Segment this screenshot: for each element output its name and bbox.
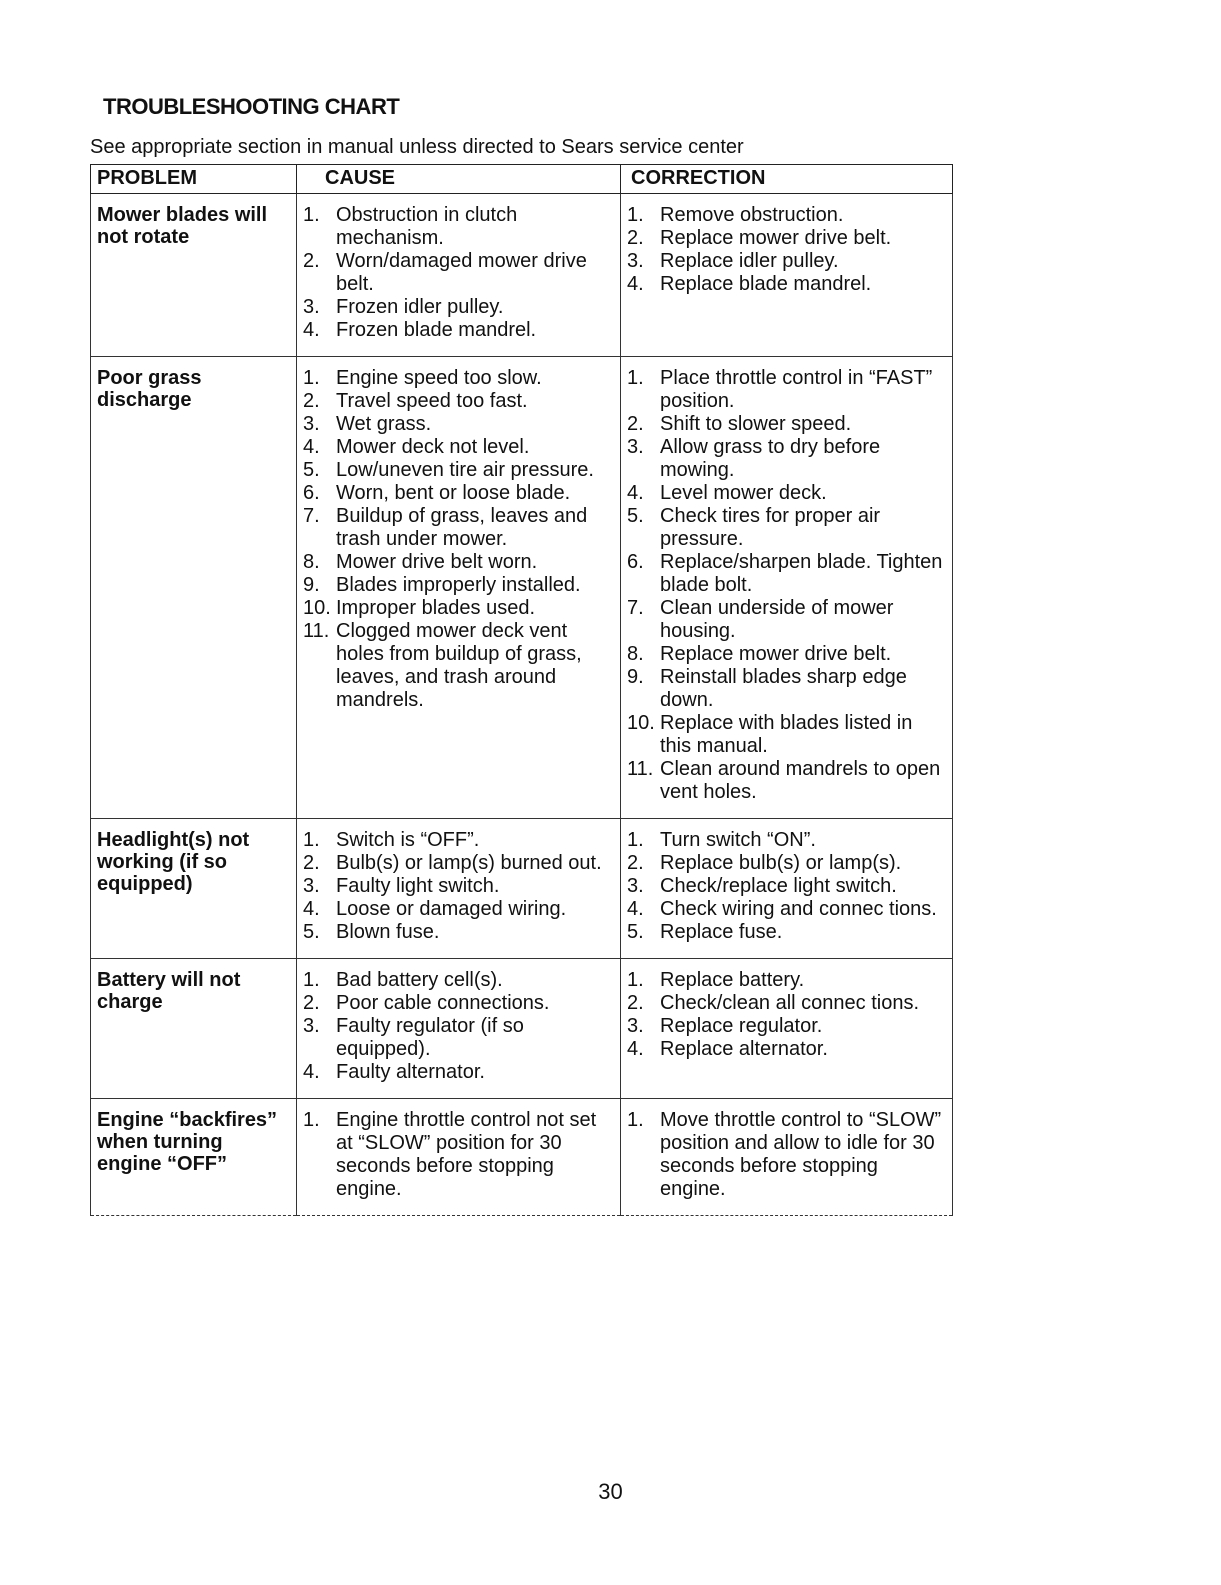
correction-number: 2. xyxy=(627,992,644,1014)
cause-text: Worn, bent or loose blade. xyxy=(336,482,571,504)
correction-list xyxy=(627,367,946,804)
header-cause: CAUSE xyxy=(297,165,621,194)
correction-number: 1. xyxy=(627,1109,644,1131)
correction-text: Replace alternator. xyxy=(660,1038,828,1060)
cause-cell xyxy=(297,357,621,819)
header-correction: CORRECTION xyxy=(621,165,953,194)
cause-number: 1. xyxy=(303,1109,320,1131)
header-problem: PROBLEM xyxy=(91,165,297,194)
list-item xyxy=(627,597,946,643)
troubleshooting-table xyxy=(90,164,953,1216)
correction-number: 1. xyxy=(627,367,644,389)
cause-cell xyxy=(297,959,621,1099)
correction-text: Check tires for proper air pressure. xyxy=(660,505,881,550)
cause-number: 10. xyxy=(303,597,331,619)
list-item xyxy=(627,643,946,666)
table-row xyxy=(91,194,953,357)
problem-cell: Poor grass discharge xyxy=(91,357,297,819)
list-item xyxy=(303,597,614,620)
cause-number: 2. xyxy=(303,250,320,272)
cause-list xyxy=(303,829,614,944)
list-item xyxy=(303,296,614,319)
cause-number: 9. xyxy=(303,574,320,596)
list-item xyxy=(303,390,614,413)
correction-number: 2. xyxy=(627,413,644,435)
cause-number: 2. xyxy=(303,992,320,1014)
table-row xyxy=(91,959,953,1099)
list-item xyxy=(627,436,946,482)
cause-number: 11. xyxy=(303,620,330,642)
cause-number: 1. xyxy=(303,367,320,389)
list-item xyxy=(627,273,946,296)
cause-list xyxy=(303,1109,614,1201)
list-item xyxy=(303,1061,614,1084)
cause-list xyxy=(303,204,614,342)
correction-number: 9. xyxy=(627,666,644,688)
list-item xyxy=(303,1109,614,1201)
list-item xyxy=(627,227,946,250)
list-item xyxy=(627,1109,946,1201)
list-item xyxy=(627,1038,946,1061)
cause-text: Faulty regulator (if so equipped). xyxy=(336,1015,524,1060)
correction-number: 10. xyxy=(627,712,655,734)
cause-text: Loose or damaged wiring. xyxy=(336,898,567,920)
cause-number: 2. xyxy=(303,390,320,412)
cause-text: Engine speed too slow. xyxy=(336,367,542,389)
correction-cell xyxy=(621,819,953,959)
correction-text: Replace/sharpen blade. Tighten blade bolt. xyxy=(660,551,943,596)
problem-cell: Headlight(s) not working (if so equipped) xyxy=(91,819,297,959)
list-item xyxy=(303,898,614,921)
problem-cell: Mower blades will not rotate xyxy=(91,194,297,357)
correction-number: 3. xyxy=(627,875,644,897)
correction-text: Turn switch “ON”. xyxy=(660,829,816,851)
list-item xyxy=(303,367,614,390)
cause-number: 2. xyxy=(303,852,320,874)
list-item xyxy=(303,250,614,296)
correction-text: Reinstall blades sharp edge down. xyxy=(660,666,907,711)
correction-number: 11. xyxy=(627,758,654,780)
list-item xyxy=(627,852,946,875)
list-item xyxy=(627,875,946,898)
list-item xyxy=(303,875,614,898)
cause-list xyxy=(303,969,614,1084)
correction-text: Check wiring and connec tions. xyxy=(660,898,937,920)
correction-number: 4. xyxy=(627,898,644,920)
cause-number: 5. xyxy=(303,921,320,943)
cause-text: Poor cable connections. xyxy=(336,992,550,1014)
cause-text: Bad battery cell(s). xyxy=(336,969,503,991)
list-item xyxy=(627,666,946,712)
correction-text: Replace mower drive belt. xyxy=(660,227,892,249)
cause-text: Frozen blade mandrel. xyxy=(336,319,537,341)
correction-text: Clean underside of mower housing. xyxy=(660,597,894,642)
correction-text: Replace blade mandrel. xyxy=(660,273,872,295)
list-item xyxy=(627,505,946,551)
cause-cell xyxy=(297,819,621,959)
list-item xyxy=(627,712,946,758)
list-item xyxy=(627,898,946,921)
cause-text: Blades improperly installed. xyxy=(336,574,581,596)
correction-number: 8. xyxy=(627,643,644,665)
list-item xyxy=(627,969,946,992)
correction-text: Move throttle control to “SLOW” position and allow to idle for 30 seconds before stopping engine. xyxy=(660,1109,942,1200)
cause-number: 4. xyxy=(303,1061,320,1083)
list-item xyxy=(627,921,946,944)
correction-text: Place throttle control in “FAST” position. xyxy=(660,367,933,412)
list-item xyxy=(627,829,946,852)
correction-text: Clean around mandrels to open vent holes. xyxy=(660,758,941,803)
list-item xyxy=(303,829,614,852)
list-item xyxy=(627,413,946,436)
list-item xyxy=(303,482,614,505)
correction-number: 7. xyxy=(627,597,644,619)
table-header-row xyxy=(91,165,953,194)
list-item xyxy=(627,367,946,413)
correction-text: Replace with blades listed in this manual. xyxy=(660,712,913,757)
cause-number: 3. xyxy=(303,413,320,435)
list-item xyxy=(303,852,614,875)
list-item xyxy=(303,413,614,436)
cause-number: 4. xyxy=(303,319,320,341)
correction-number: 3. xyxy=(627,436,644,458)
correction-number: 5. xyxy=(627,505,644,527)
list-item xyxy=(627,1015,946,1038)
cause-number: 1. xyxy=(303,204,320,226)
list-item xyxy=(303,204,614,250)
correction-number: 2. xyxy=(627,852,644,874)
list-item xyxy=(303,969,614,992)
correction-text: Replace idler pulley. xyxy=(660,250,839,272)
cause-number: 5. xyxy=(303,459,320,481)
cause-text: Clogged mower deck vent holes from buildup of grass, leaves, and trash around mandrels. xyxy=(336,620,582,711)
cause-text: Engine throttle control not set at “SLOW” position for 30 seconds before stopping engine. xyxy=(336,1109,597,1200)
list-item xyxy=(627,204,946,227)
correction-list xyxy=(627,1109,946,1201)
cause-number: 1. xyxy=(303,969,320,991)
list-item xyxy=(303,921,614,944)
correction-cell xyxy=(621,1099,953,1216)
correction-text: Check/replace light switch. xyxy=(660,875,897,897)
cause-text: Worn/damaged mower drive belt. xyxy=(336,250,587,295)
correction-number: 1. xyxy=(627,204,644,226)
correction-text: Replace regulator. xyxy=(660,1015,823,1037)
list-item xyxy=(627,551,946,597)
correction-number: 1. xyxy=(627,829,644,851)
correction-number: 2. xyxy=(627,227,644,249)
correction-cell xyxy=(621,959,953,1099)
cause-text: Mower drive belt worn. xyxy=(336,551,538,573)
cause-number: 8. xyxy=(303,551,320,573)
cause-number: 1. xyxy=(303,829,320,851)
chart-subtitle: See appropriate section in manual unless directed to Sears service center xyxy=(90,136,744,158)
correction-text: Allow grass to dry before mowing. xyxy=(660,436,881,481)
correction-list xyxy=(627,969,946,1061)
problem-cell: Battery will not charge xyxy=(91,959,297,1099)
chart-title: TROUBLESHOOTING CHART xyxy=(103,94,400,119)
correction-number: 3. xyxy=(627,250,644,272)
cause-text: Faulty light switch. xyxy=(336,875,500,897)
cause-number: 4. xyxy=(303,898,320,920)
cause-text: Improper blades used. xyxy=(336,597,536,619)
correction-list xyxy=(627,204,946,296)
list-item xyxy=(303,992,614,1015)
correction-number: 4. xyxy=(627,273,644,295)
list-item xyxy=(303,459,614,482)
correction-text: Shift to slower speed. xyxy=(660,413,852,435)
table-row xyxy=(91,819,953,959)
list-item xyxy=(303,620,614,712)
correction-number: 3. xyxy=(627,1015,644,1037)
cause-cell xyxy=(297,194,621,357)
correction-text: Level mower deck. xyxy=(660,482,827,504)
cause-text: Travel speed too fast. xyxy=(336,390,528,412)
list-item xyxy=(303,551,614,574)
cause-number: 7. xyxy=(303,505,320,527)
correction-text: Replace fuse. xyxy=(660,921,783,943)
table-row xyxy=(91,1099,953,1216)
correction-text: Replace battery. xyxy=(660,969,805,991)
cause-number: 4. xyxy=(303,436,320,458)
cause-cell xyxy=(297,1099,621,1216)
correction-number: 1. xyxy=(627,969,644,991)
list-item xyxy=(303,1015,614,1061)
cause-text: Faulty alternator. xyxy=(336,1061,485,1083)
cause-text: Frozen idler pulley. xyxy=(336,296,504,318)
cause-text: Switch is “OFF”. xyxy=(336,829,480,851)
cause-text: Obstruction in clutch mechanism. xyxy=(336,204,518,249)
correction-number: 5. xyxy=(627,921,644,943)
list-item xyxy=(627,250,946,273)
list-item xyxy=(303,574,614,597)
correction-text: Replace bulb(s) or lamp(s). xyxy=(660,852,902,874)
cause-list xyxy=(303,367,614,712)
cause-number: 3. xyxy=(303,1015,320,1037)
table-body xyxy=(91,194,953,1216)
cause-text: Mower deck not level. xyxy=(336,436,530,458)
cause-number: 6. xyxy=(303,482,320,504)
cause-text: Bulb(s) or lamp(s) burned out. xyxy=(336,852,602,874)
correction-cell xyxy=(621,357,953,819)
correction-text: Replace mower drive belt. xyxy=(660,643,892,665)
list-item xyxy=(303,505,614,551)
correction-number: 4. xyxy=(627,1038,644,1060)
cause-text: Low/uneven tire air pressure. xyxy=(336,459,594,481)
page-number: 30 xyxy=(598,1479,623,1504)
list-item xyxy=(627,758,946,804)
correction-text: Remove obstruction. xyxy=(660,204,844,226)
correction-cell xyxy=(621,194,953,357)
cause-number: 3. xyxy=(303,296,320,318)
cause-text: Buildup of grass, leaves and trash under mower. xyxy=(336,505,588,550)
cause-text: Blown fuse. xyxy=(336,921,440,943)
cause-text: Wet grass. xyxy=(336,413,432,435)
problem-cell: Engine “backfires” when turning engine “OFF” xyxy=(91,1099,297,1216)
correction-number: 4. xyxy=(627,482,644,504)
list-item xyxy=(303,319,614,342)
correction-number: 6. xyxy=(627,551,644,573)
list-item xyxy=(627,482,946,505)
table-row xyxy=(91,357,953,819)
cause-number: 3. xyxy=(303,875,320,897)
list-item xyxy=(303,436,614,459)
list-item xyxy=(627,992,946,1015)
correction-list xyxy=(627,829,946,944)
correction-text: Check/clean all connec tions. xyxy=(660,992,920,1014)
